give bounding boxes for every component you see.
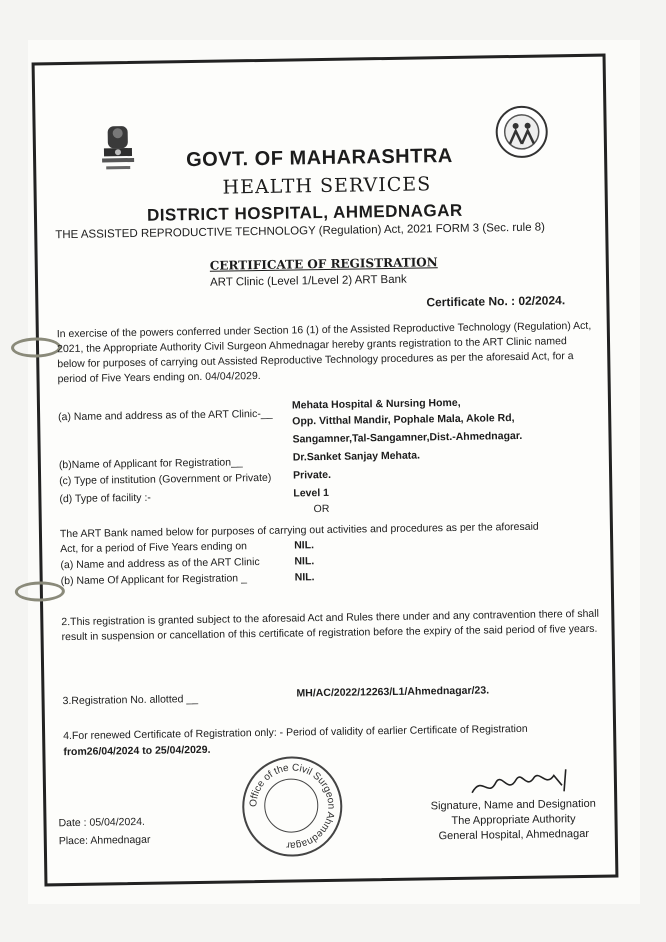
header-district-hospital: DISTRICT HOSPITAL, AHMEDNAGAR: [146, 200, 463, 225]
signature-authority: The Appropriate Authority: [451, 813, 576, 828]
signature-caption: Signature, Name and Designation: [430, 797, 596, 813]
registration-number-value: MH/AC/2022/12263/L1/Ahmednagar/23.: [296, 684, 490, 700]
bank-applicant-label: (b) Name Of Applicant for Registration _: [60, 572, 247, 588]
intro-paragraph: In exercise of the powers conferred under Section 16 (1) of the Assisted Reproductive Technology (Regulation) Act, 2021, the Appropriate Authority Civil Surgeon Ahmednagar hereby grants registration to the ART Clinic named below for purposes of carrying out Assisted Reproductive Technology procedures as per the aforesaid Act, for a period of Five Years ending on. 04/04/2029.: [56, 319, 592, 386]
bank-intro-line: The ART Bank named below for purposes of carrying out activities and procedures as per the aforesaid: [59, 520, 539, 541]
certificate-border: [32, 54, 619, 887]
institution-type-value: Private.: [292, 468, 332, 482]
bank-name-label: (a) Name and address as of the ART Clinic: [60, 556, 260, 572]
certificate-number: Certificate No. : 02/2024.: [426, 293, 566, 310]
bank-applicant-value: NIL.: [294, 571, 315, 584]
binder-ring-icon: [15, 581, 65, 602]
bank-period-value: NIL.: [294, 539, 315, 552]
clause-4-line-2: from26/04/2024 to 25/04/2029.: [63, 743, 211, 759]
clinic-name-label: (a) Name and address as of the ART Clinic-__: [58, 407, 273, 424]
or-text: OR: [313, 502, 330, 516]
clinic-name-value: Mehata Hospital & Nursing Home,: [291, 396, 461, 412]
national-health-mission-logo-icon: [493, 103, 550, 160]
bank-name-value: NIL.: [294, 555, 315, 568]
applicant-value: Dr.Sanket Sanjay Mehata.: [292, 449, 421, 464]
signature-block: [418, 797, 609, 845]
certificate-title: CERTIFICATE OF REGISTRATION: [209, 255, 438, 273]
svg-text:Office of the Civil Surgeon Ah: [247, 762, 337, 852]
issue-date: Date : 05/04/2024.: [58, 815, 146, 830]
seal-text-ring: [244, 758, 341, 855]
clause-2: 2.This registration is granted subject to the aforesaid Act and Rules there under and any contravention there of shall result in suspension or cancellation of this certificate of registration before the expiry of the said period of five years.: [61, 607, 599, 644]
header-health-services: HEALTH SERVICES: [222, 173, 432, 199]
facility-type-value: Level 1: [293, 486, 330, 500]
certificate-type: ART Clinic (Level 1/Level 2) ART Bank: [209, 273, 407, 289]
bank-period-label: Act, for a period of Five Years ending on: [60, 540, 248, 556]
header-act: THE ASSISTED REPRODUCTIVE TECHNOLOGY (Regulation) Act, 2021 FORM 3 (Sec. rule 8): [55, 221, 546, 242]
header-govt: GOVT. OF MAHARASHTRA: [185, 144, 453, 172]
civil-surgeon-office-seal: [242, 756, 344, 858]
binder-ring-icon: [11, 337, 61, 358]
institution-type-label: (c) Type of institution (Government or Private): [59, 471, 272, 488]
registration-number-label: 3.Registration No. allotted __: [62, 693, 199, 708]
issue-place: Place: Ahmednagar: [58, 833, 151, 848]
seal-text: Office of the Civil Surgeon Ahmednagar: [248, 762, 337, 851]
clinic-address-line-2: Sangamner,Tal-Sangamner,Dist.-Ahmednagar.: [292, 429, 523, 446]
state-emblem-icon: [94, 122, 143, 179]
applicant-label: (b)Name of Applicant for Registration__: [58, 456, 243, 472]
clause-4-line-1: 4.For renewed Certificate of Registration only: - Period of validity of earlier Certificate of Registration: [63, 722, 528, 743]
facility-type-label: (d) Type of facility :-: [59, 491, 151, 506]
signature-hospital: General Hospital, Ahmednagar: [438, 827, 590, 843]
clinic-address-line-1: Opp. Vitthal Mandir, Pophale Mala, Akole Rd,: [292, 412, 515, 428]
